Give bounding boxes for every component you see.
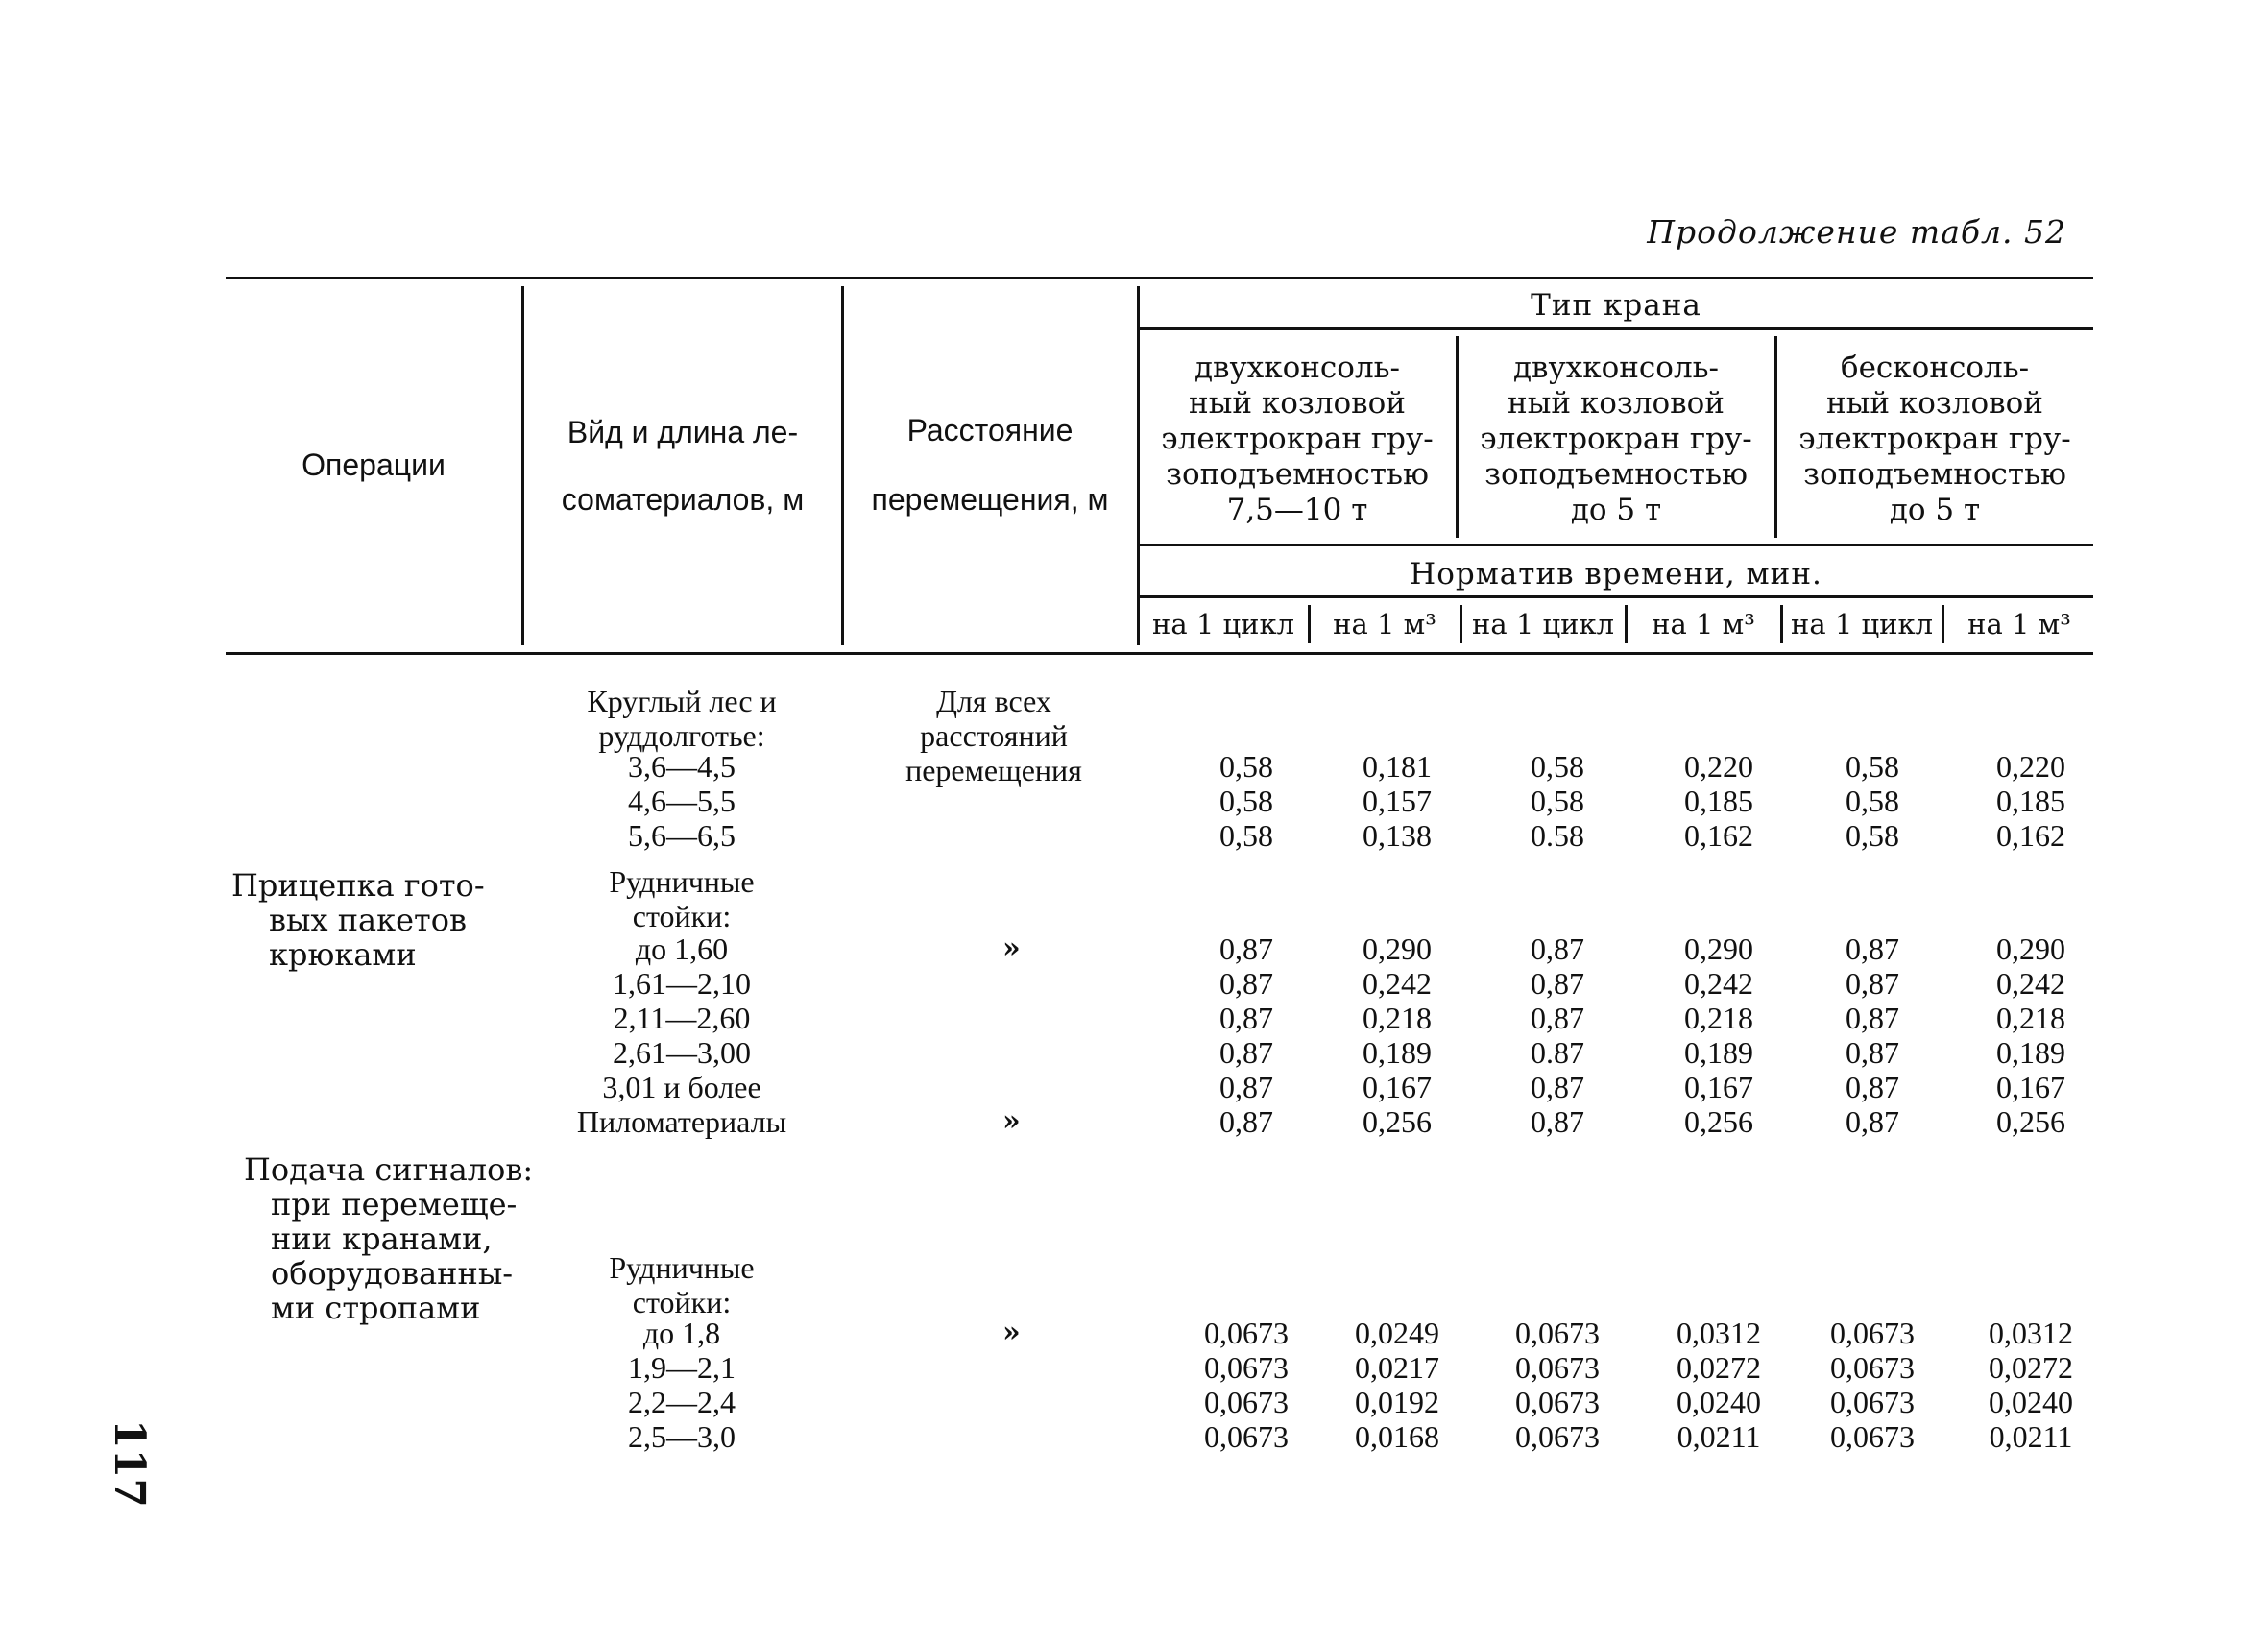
table-cell: 0,87 <box>1219 1035 1273 1070</box>
table-cell: 0,290 <box>1363 931 1432 966</box>
header-norm-time: Норматив времени, мин. <box>1410 557 1822 592</box>
table-cell: 0,189 <box>1996 1035 2065 1070</box>
table-cell: 0,162 <box>1996 818 2065 853</box>
crane-type-rule <box>1138 327 2093 330</box>
page-number: 117 <box>105 1419 154 1508</box>
divider-sub-3 <box>1625 605 1628 643</box>
table-cell: 0,0240 <box>1989 1385 2073 1419</box>
table-cell: 0,87 <box>1846 1035 1899 1070</box>
table-cell: 0,242 <box>1996 966 2065 1001</box>
table-cell: 0,220 <box>1996 749 2065 784</box>
group-round-wood: Круглый лес и руддолготье: <box>587 684 777 753</box>
table-cell: 0,58 <box>1219 784 1273 818</box>
table-cell: 0,87 <box>1219 966 1273 1001</box>
header-operations: Операции <box>302 448 446 482</box>
row-size: 2,2—2,4 <box>628 1385 736 1419</box>
divider-sub-1 <box>1308 605 1311 643</box>
crane-1-name: двухконсоль- ный козловой электрокран гру- зоподъемностью 7,5—10 т <box>1161 351 1434 527</box>
table-cell: 0,0673 <box>1204 1350 1289 1385</box>
table-cell: 0,87 <box>1219 1070 1273 1104</box>
row-size: 3,6—4,5 <box>628 749 736 784</box>
table-cell: 0,87 <box>1846 931 1899 966</box>
subhead-m3-2: на 1 м³ <box>1652 608 1755 641</box>
subhead-m3-1: на 1 м³ <box>1333 608 1436 641</box>
table-cell: 0,87 <box>1219 931 1273 966</box>
table-cell: 0,0272 <box>1989 1350 2073 1385</box>
table-cell: 0,167 <box>1363 1070 1432 1104</box>
distance-all: Для всех расстояний перемещения <box>905 684 1082 787</box>
row-size: 2,11—2,60 <box>613 1001 751 1035</box>
table-cell: 0,138 <box>1363 818 1432 853</box>
row-size: 5,6—6,5 <box>628 818 736 853</box>
header-type-line1: Вйд и длина ле- <box>567 415 799 449</box>
table-cell: 0,87 <box>1846 1001 1899 1035</box>
table-cell: 0,0312 <box>1677 1316 1761 1350</box>
row-size: 1,9—2,1 <box>628 1350 736 1385</box>
table-cell: 0,0673 <box>1204 1419 1289 1454</box>
table-cell: 0,218 <box>1684 1001 1753 1035</box>
table-cell: 0,218 <box>1996 1001 2065 1035</box>
subhead-m3-3: на 1 м³ <box>1967 608 2071 641</box>
table-cell: 0,242 <box>1684 966 1753 1001</box>
operation-signals: Подача сигналов: при перемеще- нии кранами, оборудованны- ми стропами <box>244 1151 534 1326</box>
group-mine-props-1: Рудничные стойки: <box>609 864 755 933</box>
table-cell: 0,242 <box>1363 966 1432 1001</box>
table-cell: 0,87 <box>1846 1070 1899 1104</box>
table-cell: 0,181 <box>1363 749 1432 784</box>
norm-rule <box>1138 544 2093 546</box>
table-cell: 0,87 <box>1531 931 1584 966</box>
table-cell: 0,87 <box>1219 1104 1273 1139</box>
table-cell: 0,0217 <box>1355 1350 1439 1385</box>
table-cell: 0,218 <box>1363 1001 1432 1035</box>
table-cell: 0,58 <box>1846 749 1899 784</box>
table-cell: 0,0673 <box>1515 1419 1600 1454</box>
table-cell: 0,185 <box>1684 784 1753 818</box>
crane-2-name: двухконсоль- ный козловой электрокран гру- зоподъемностью до 5 т <box>1480 351 1752 527</box>
table-cell: 0,87 <box>1219 1001 1273 1035</box>
divider-crane-1 <box>1456 336 1459 538</box>
divider-sub-2 <box>1460 605 1462 643</box>
table-cell: 0,87 <box>1531 966 1584 1001</box>
table-cell: 0,157 <box>1363 784 1432 818</box>
group-lumber: Пиломатериалы <box>576 1104 787 1139</box>
table-cell: 0,162 <box>1684 818 1753 853</box>
table-cell: 0.87 <box>1531 1035 1584 1070</box>
table-cell: 0,87 <box>1531 1104 1584 1139</box>
table-cell: 0,185 <box>1996 784 2065 818</box>
same-mark-1: » <box>1002 931 1021 965</box>
table-cell: 0,0272 <box>1677 1350 1761 1385</box>
table-cell: 0,290 <box>1684 931 1753 966</box>
row-size: 4,6—5,5 <box>628 784 736 818</box>
operation-hooking: Прицепка гото- вых пакетов крюками <box>231 867 485 973</box>
divider-sub-4 <box>1780 605 1783 643</box>
table-cell: 0,0673 <box>1830 1350 1915 1385</box>
divider-crane-2 <box>1774 336 1777 538</box>
row-size: 3,01 и более <box>602 1070 761 1104</box>
row-size: 2,61—3,00 <box>613 1035 751 1070</box>
subhead-cycle-2: на 1 цикл <box>1471 608 1615 641</box>
header-crane-type: Тип крана <box>1531 288 1701 323</box>
table-cell: 0,58 <box>1531 749 1584 784</box>
table-cell: 0,0673 <box>1204 1316 1289 1350</box>
row-size: 1,61—2,10 <box>613 966 751 1001</box>
table-cell: 0,58 <box>1846 818 1899 853</box>
row-size: до 1,8 <box>642 1316 721 1350</box>
table-cell: 0,87 <box>1846 966 1899 1001</box>
row-size: 2,5—3,0 <box>628 1419 736 1454</box>
table-cell: 0,87 <box>1531 1070 1584 1104</box>
table-cell: 0,0249 <box>1355 1316 1439 1350</box>
table-caption: Продолжение табл. 52 <box>1647 213 2066 251</box>
subhead-cycle-1: на 1 цикл <box>1151 608 1295 641</box>
same-mark-3: » <box>1002 1316 1021 1349</box>
table-cell: 0,0673 <box>1830 1419 1915 1454</box>
header-bottom-rule <box>226 652 2093 655</box>
top-rule <box>226 277 2093 279</box>
table-cell: 0,189 <box>1684 1035 1753 1070</box>
same-mark-2: » <box>1002 1104 1021 1138</box>
table-cell: 0,0211 <box>1677 1419 1761 1454</box>
row-size: до 1,60 <box>635 931 729 966</box>
table-cell: 0,0673 <box>1204 1385 1289 1419</box>
crane-3-name: бесконсоль- ный козловой электрокран гру- зоподъемностью до 5 т <box>1798 351 2071 527</box>
table-cell: 0,220 <box>1684 749 1753 784</box>
table-cell: 0,0211 <box>1989 1419 2073 1454</box>
table-cell: 0,58 <box>1219 818 1273 853</box>
table-cell: 0,0673 <box>1515 1316 1600 1350</box>
table-cell: 0,0673 <box>1515 1350 1600 1385</box>
table-cell: 0,58 <box>1219 749 1273 784</box>
header-distance-line2: перемещения, м <box>871 482 1109 517</box>
subhead-rule <box>1138 595 2093 598</box>
table-cell: 0,0240 <box>1677 1385 1761 1419</box>
table-cell: 0,256 <box>1996 1104 2065 1139</box>
divider-sub-5 <box>1942 605 1944 643</box>
group-mine-props-2: Рудничные стойки: <box>609 1250 755 1319</box>
table-cell: 0,290 <box>1996 931 2065 966</box>
table-cell: 0,87 <box>1846 1104 1899 1139</box>
table-cell: 0.58 <box>1531 818 1584 853</box>
table-cell: 0,0312 <box>1989 1316 2073 1350</box>
header-type-line2: соматериалов, м <box>561 482 805 517</box>
divider-2 <box>841 286 844 645</box>
subhead-cycle-3: на 1 цикл <box>1790 608 1934 641</box>
table-cell: 0,87 <box>1531 1001 1584 1035</box>
table-cell: 0,256 <box>1363 1104 1432 1139</box>
table-cell: 0,0168 <box>1355 1419 1439 1454</box>
divider-3 <box>1137 286 1140 645</box>
table-cell: 0,167 <box>1684 1070 1753 1104</box>
table-cell: 0,58 <box>1846 784 1899 818</box>
table-cell: 0,0673 <box>1830 1316 1915 1350</box>
table-cell: 0,0673 <box>1515 1385 1600 1419</box>
table-cell: 0,189 <box>1363 1035 1432 1070</box>
table-cell: 0,0673 <box>1830 1385 1915 1419</box>
table-cell: 0,167 <box>1996 1070 2065 1104</box>
header-distance-line1: Расстояние <box>906 413 1074 448</box>
table-cell: 0,58 <box>1531 784 1584 818</box>
table-cell: 0,256 <box>1684 1104 1753 1139</box>
table-cell: 0,0192 <box>1355 1385 1439 1419</box>
divider-1 <box>521 286 524 645</box>
